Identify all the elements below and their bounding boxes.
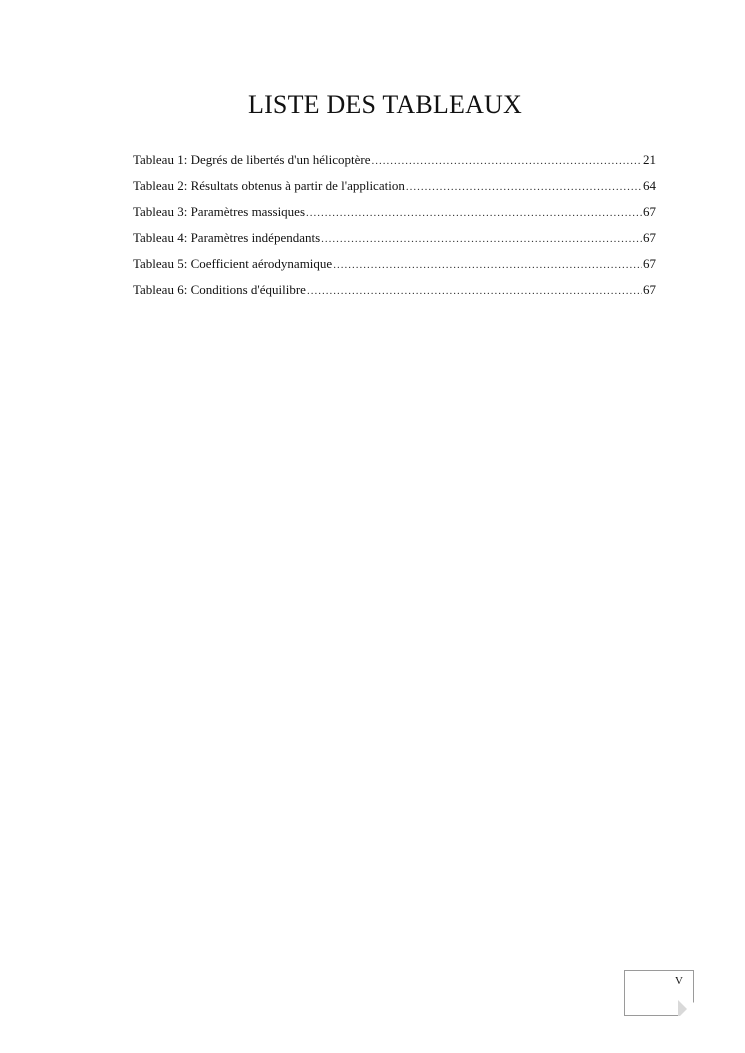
- table-entry-page: 67: [643, 282, 656, 297]
- table-entry-label: Tableau 3: Paramètres massiques: [133, 204, 306, 219]
- table-entry-label: Tableau 2: Résultats obtenus à partir de l'application: [133, 178, 405, 193]
- table-list-item[interactable]: [133, 280, 656, 306]
- dot-leader: [333, 255, 642, 275]
- table-list-item[interactable]: [133, 228, 656, 254]
- page-number: V: [675, 975, 683, 987]
- table-entry-label: Tableau 5: Coefficient aérodynamique: [133, 256, 333, 271]
- table-entry-page: 67: [643, 204, 656, 219]
- dot-leader: [406, 177, 642, 197]
- table-entry-label: Tableau 1: Degrés de libertés d'un hélicoptère: [133, 152, 371, 167]
- table-entry-page: 67: [643, 256, 656, 271]
- dot-leader: [306, 203, 642, 223]
- table-entry-label: Tableau 4: Paramètres indépendants: [133, 230, 321, 245]
- table-entry-page: 64: [643, 178, 656, 193]
- table-list-item[interactable]: [133, 254, 656, 280]
- page-title: LISTE DES TABLEAUX: [247, 90, 523, 119]
- table-list-item[interactable]: [133, 176, 656, 202]
- page-number-box: [624, 970, 694, 1016]
- dot-leader: [307, 281, 642, 301]
- table-list-item[interactable]: [133, 150, 656, 176]
- table-list: [133, 150, 656, 306]
- table-list-item[interactable]: [133, 202, 656, 228]
- table-entry-page: 21: [643, 152, 656, 167]
- table-entry-page: 67: [643, 230, 656, 245]
- table-entry-label: Tableau 6: Conditions d'équilibre: [133, 282, 306, 297]
- page-curl-cover: [679, 1001, 695, 1017]
- dot-leader: [321, 229, 642, 249]
- dot-leader: [372, 151, 642, 171]
